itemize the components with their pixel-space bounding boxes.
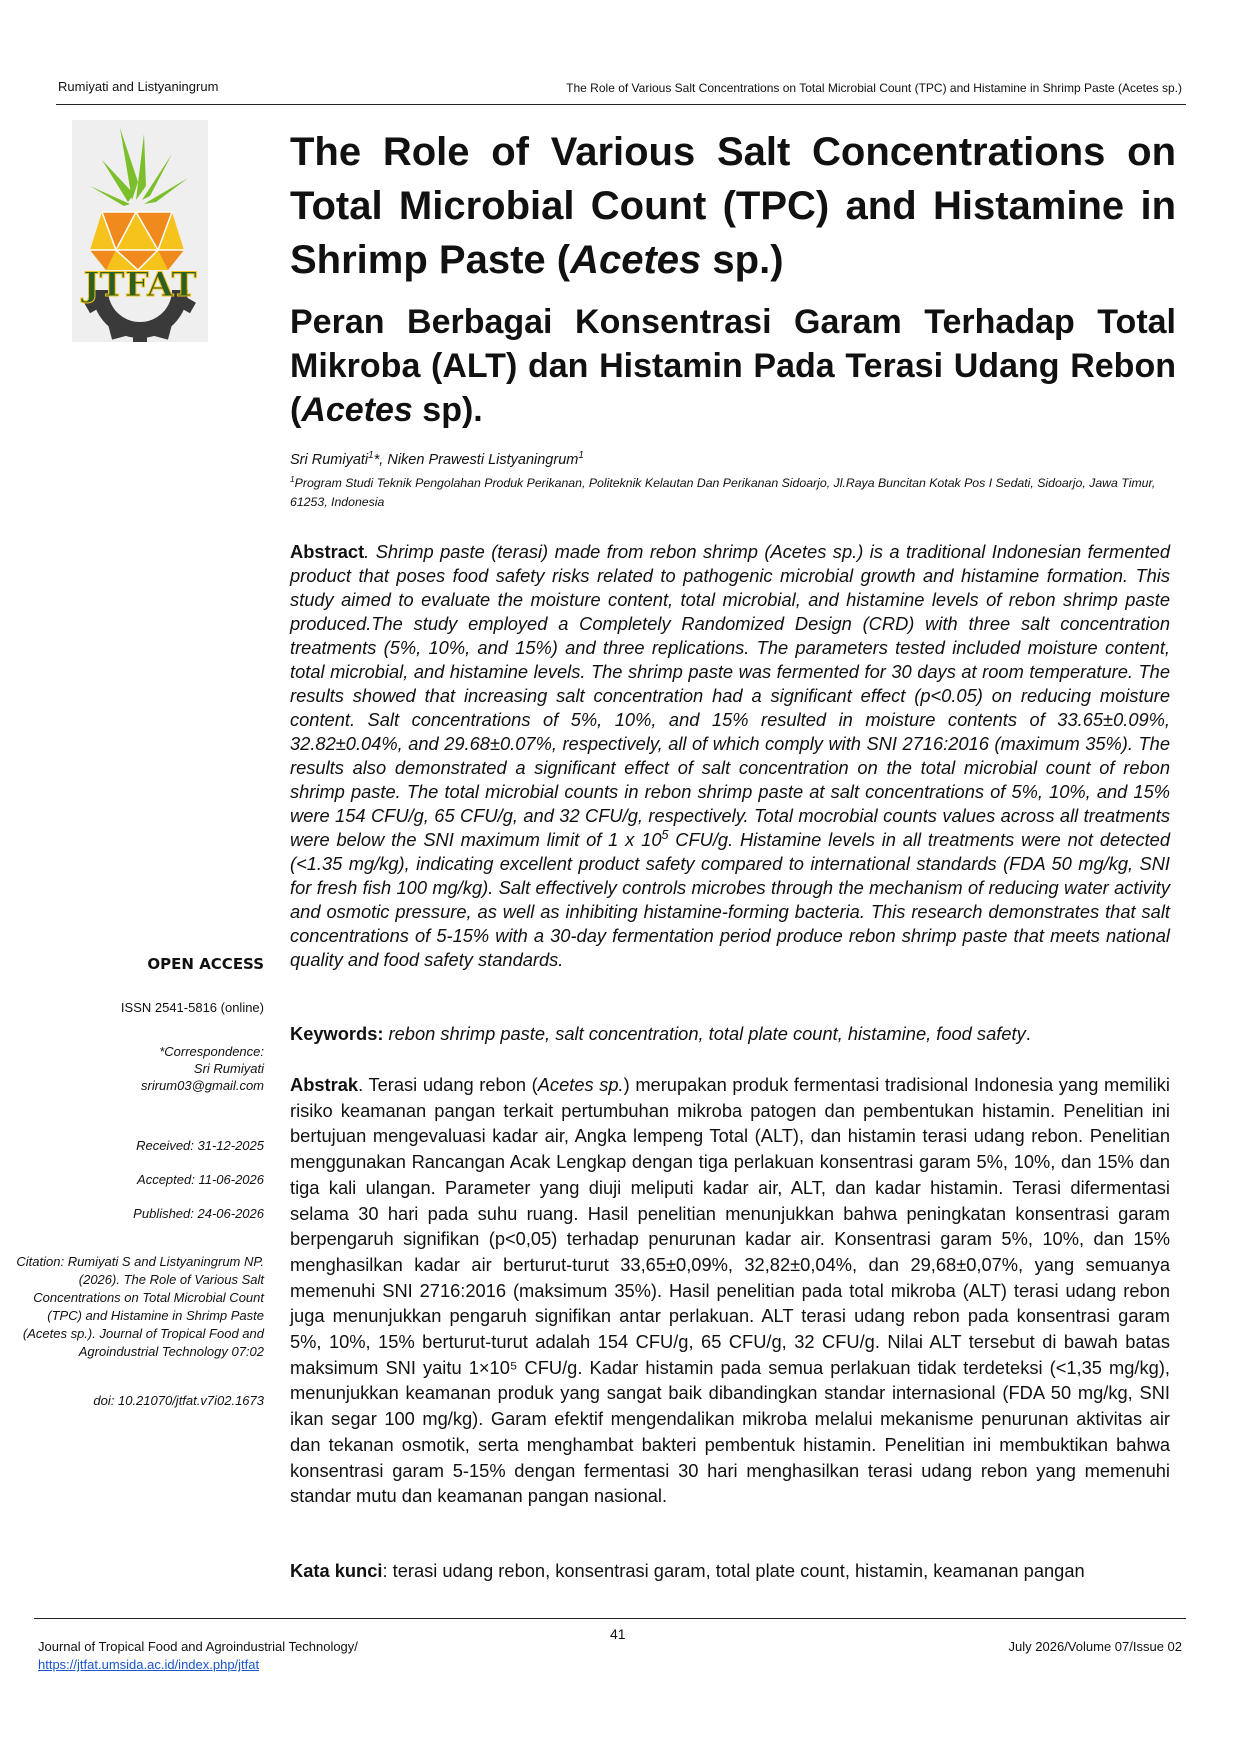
keywords-indonesian (290, 1558, 1170, 1584)
doi[interactable]: doi: 10.21070/jtfat.v7i02.1673 (93, 1393, 264, 1408)
header-divider (56, 104, 1186, 105)
abstract-body-continued: CFU/g. Histamine levels in all treatments were not detected (<1.35 mg/kg), indicating excellent product safety compared to international standards (FDA 50 mg/kg, SNI for fresh fish 100 mg/kg). Salt effectively controls microbes through the mechanism of reducing water activity and osmotic pressure, as well as inhibiting histamine-forming bacteria. This research demonstrates that salt concentrations of 5-15% with a 30-day fermentation period produce rebon shrimp paste that meets national quality and food safety standards. (290, 829, 1170, 970)
abstrak-intro: . Terasi udang rebon ( (358, 1074, 538, 1095)
kata-kunci-label: Kata kunci (290, 1560, 383, 1581)
footer-issue: July 2026/Volume 07/Issue 02 (1008, 1639, 1182, 1654)
abstrak-body: ) merupakan produk fermentasi tradisional Indonesia yang memiliki risiko keamanan pangan terkait pertumbuhan mikroba patogen dan pembentukan histamin. Penelitian ini bertujuan mengevaluasi kadar air, Angka lempeng Total (ALT), dan histamin terasi udang rebon. Penelitian menggunakan Rancangan Acak Lengkap dengan tiga perlakuan konsentrasi garam 5%, 10%, dan 15% dan tiga kali ulangan. Parameter yang diuji meliputi kadar air, ALT, dan kadar histamin. Terasi difermentasi selama 30 hari pada suhu ruang. Hasil penelitian menunjukkan bahwa peningkatan konsentrasi garam berpengaruh signifikan (p<0,05) terhadap penurunan kadar air. Konsentrasi garam 5%, 10%, dan 15% menghasilkan kadar air berturut-turut 33,65±0,09%, 32,82±0,04%, dan 29,68±0,07%, yang semuanya memenuhi SNI 2716:2016 (maksimum 35%). Hasil penelitian pada total mikroba (ALT) terasi udang rebon juga menunjukkan pengaruh signifikan antar perlakuan. ALT terasi udang rebon pada konsentrasi garam 5%, 10%, 15% berturut-turut adalah 154 CFU/g, 65 CFU/g, 32 CFU/g. Nilai ALT tersebut di bawah batas maksimum SNI yaitu 1×10⁵ CFU/g. Kadar histamin pada semua perlakuan tidak terdeteksi (<1,35 mg/kg), menunjukkan keamanan produk yang sangat baik dibandingkan standar internasional (FDA 50 mg/kg, SNI ikan segar 100 mg/kg). Garam efektif mengendalikan mikroba melalui mekanisme penurunan aktivitas air dan tekanan osmotik, serta menghambat bakteri pembentuk histamin. Penelitian ini membuktikan bahwa konsentrasi garam 5-15% dengan fermentasi 30 hari menghasilkan terasi udang rebon yang memenuhi standar mutu dan keamanan pangan nasional. (290, 1074, 1170, 1507)
article-title (290, 125, 1176, 287)
citation: Citation: Rumiyati S and Listyaningrum NP. (2026). The Role of Various Salt Concentrations on Total Microbial Count (TPC) and Histamine in Shrimp Paste (Acetes sp.). Journal of Tropical Food and Agroindustrial Technology 07:02 (16, 1254, 264, 1359)
affiliation-text: Program Studi Teknik Pengolahan Produk Perikanan, Politeknik Kelautan Dan Perikanan Sidoarjo, Jl.Raya Buncitan Kotak Pos I Sedati, Sidoarjo, Jawa Timur, 61253, Indonesia (290, 476, 1156, 509)
running-header-authors: Rumiyati and Listyaningrum (58, 79, 219, 94)
author-affiliation-mark: 1 (578, 450, 584, 462)
subtitle-suffix: sp). (412, 391, 483, 429)
page-number: 41 (610, 1626, 626, 1642)
issn: ISSN 2541-5816 (online) (120, 1000, 264, 1015)
corresponding-mark: *, (373, 452, 388, 468)
affiliation (290, 474, 1176, 512)
received-date: Received: 31-12-2025 (136, 1138, 264, 1153)
keywords-english (290, 1022, 1170, 1046)
published-date: Published: 24-06-2026 (133, 1206, 264, 1221)
footer-journal-name: Journal of Tropical Food and Agroindustrial Technology/ (38, 1639, 358, 1654)
abstrak-label: Abstrak (290, 1074, 359, 1095)
author-list (290, 452, 584, 468)
keywords-period: . (1025, 1023, 1031, 1044)
journal-logo (72, 120, 208, 342)
abstract-label: Abstract (290, 541, 365, 562)
subtitle-genus: Acetes (301, 391, 413, 429)
title-text: The Role of Various Salt Concentrations on Total Microbial Count (TPC) and Histamine in Shrimp Paste ( (290, 130, 1176, 282)
title-suffix: sp.) (701, 238, 784, 282)
keywords-label: Keywords: (290, 1023, 384, 1044)
abstract-exponent: 5 (661, 827, 669, 842)
kata-kunci-list: : terasi udang rebon, konsentrasi garam, total plate count, histamin, keamanan pangan (382, 1560, 1085, 1581)
correspondence-label: *Correspondence: (159, 1044, 264, 1059)
abstrak-genus: Acetes sp. (537, 1074, 624, 1095)
correspondence (141, 1043, 264, 1094)
article-title-indonesian (290, 300, 1176, 432)
keywords-list: rebon shrimp paste, salt concentration, total plate count, histamine, food safety (383, 1023, 1026, 1044)
footer-journal-link[interactable]: https://jtfat.umsida.ac.id/index.php/jtfat (38, 1657, 260, 1672)
author-affiliation-mark: 1 (368, 450, 374, 462)
accepted-date: Accepted: 11-06-2026 (137, 1172, 264, 1187)
logo-wordmark: JTFAT (83, 265, 197, 305)
correspondence-name: Sri Rumiyati (193, 1061, 264, 1076)
author-name: Sri Rumiyati (290, 452, 369, 468)
author-name: Niken Prawesti Listyaningrum (387, 452, 579, 468)
subtitle-text: Peran Berbagai Konsentrasi Garam Terhadap Total Mikroba (ALT) dan Histamin Pada Terasi Udang Rebon ( (290, 303, 1176, 429)
abstract-body: . Shrimp paste (terasi) made from rebon shrimp (Acetes sp.) is a traditional Indonesian fermented product that poses food safety risks related to pathogenic microbial growth and histamine formation. This study aimed to evaluate the moisture content, total microbial, and histamine levels of rebon shrimp paste produced.The study employed a Completely Randomized Design (CRD) with three salt concentration treatments (5%, 10%, and 15%) and three replications. The parameters tested included moisture content, total microbial, and histamine levels. The shrimp paste was fermented for 30 days at room temperature. The results showed that increasing salt concentration had a significant effect (p<0.05) on reducing moisture content. Salt concentrations of 5%, 10%, and 15% resulted in moisture contents of 33.65±0.09%, 32.82±0.04%, and 29.68±0.07%, respectively, all of which comply with SNI 2716:2016 (maximum 35%). The results also demonstrated a significant effect of salt concentration on the total microbial count of rebon shrimp paste. The total microbial counts in rebon shrimp paste at salt concentrations of 5%, 10%, and 15% were 154 CFU/g, 65 CFU/g, and 32 CFU/g, respectively. Total mocrobial counts values across all treatments were below the SNI maximum limit of 1 x 10 (290, 541, 1170, 850)
abstract-indonesian (290, 1072, 1170, 1509)
abstract-english (290, 540, 1170, 972)
footer-divider (34, 1618, 1186, 1619)
affiliation-mark: 1 (290, 473, 295, 484)
title-genus: Acetes (570, 238, 702, 282)
correspondence-email[interactable]: srirum03@gmail.com (141, 1078, 264, 1093)
running-header-title: The Role of Various Salt Concentrations on Total Microbial Count (TPC) and Histamine in Shrimp Paste (Acetes sp.) (566, 81, 1182, 95)
open-access-label: OPEN ACCESS (147, 955, 264, 973)
pineapple-gear-logo-icon (72, 120, 208, 342)
